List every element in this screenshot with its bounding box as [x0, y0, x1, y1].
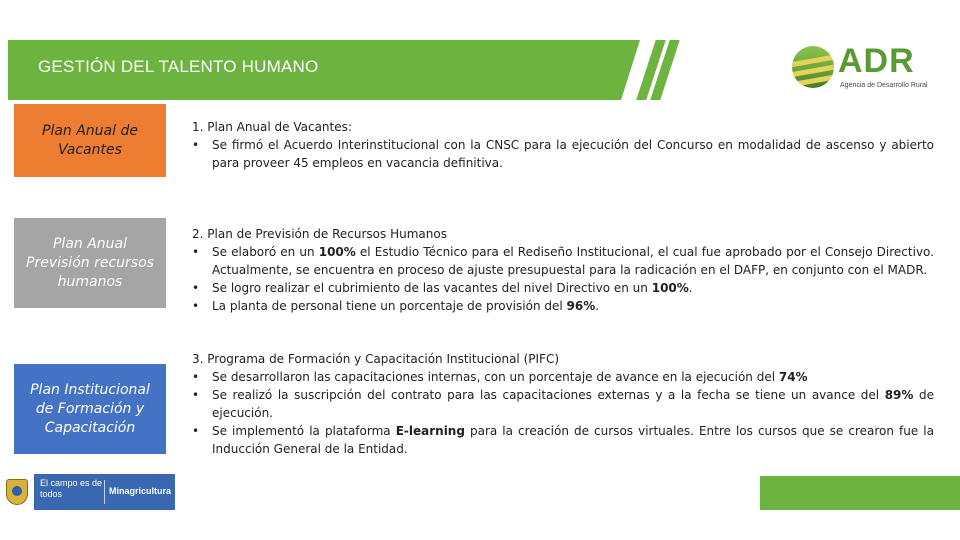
section-formacion — [192, 350, 934, 458]
page-title: GESTIÓN DEL TALENTO HUMANO — [38, 57, 319, 76]
list-item: • La planta de personal tiene un porcentaje de provisión del 96%. — [192, 297, 934, 315]
coat-of-arms-icon — [6, 479, 28, 505]
divider — [104, 480, 105, 504]
campo-slogan: El campo es de todos — [40, 478, 103, 499]
label-plan-vacantes: Plan Anual de Vacantes — [14, 104, 166, 177]
logo-text: ADR — [838, 42, 915, 80]
section-heading: 2. Plan de Previsión de Recursos Humanos — [192, 227, 447, 241]
section-vacantes — [192, 118, 934, 172]
section-prevision — [192, 225, 934, 315]
list-item: • Se elaboró en un 100% el Estudio Técnico para el Rediseño Institucional, el cual fue aprobado por el Consejo Directivo. Actualmente, se encuentra en proceso de ajuste presupuestal para la radicación en el DAFP, en conjunto con el MADR. — [192, 243, 934, 279]
footer-green-bar — [760, 476, 960, 510]
ministry-name: Minagricultura — [109, 486, 172, 496]
adr-logo — [788, 40, 938, 96]
section-heading: 1. Plan Anual de Vacantes: — [192, 120, 352, 134]
list-item: • Se logro realizar el cubrimiento de las vacantes del nivel Directivo en un 100%. — [192, 279, 934, 297]
list-item: • Se implementó la plataforma E-learning para la creación de cursos virtuales. Entre los cursos que se crearon fue la Inducción General de la Entidad. — [192, 422, 934, 458]
label-plan-prevision: Plan Anual Previsión recursos humanos — [14, 218, 166, 308]
logo-subtitle: Agencia de Desarrollo Rural — [840, 82, 928, 89]
field-globe-icon — [792, 46, 834, 88]
list-item: • Se realizó la suscripción del contrato para las capacitaciones externas y a la fecha se tiene un avance del 89% de ejecución. — [192, 386, 934, 422]
ministry-logo — [0, 474, 175, 510]
list-item: • Se desarrollaron las capacitaciones internas, con un porcentaje de avance en la ejecución del 74% — [192, 368, 934, 386]
list-item: • Se firmó el Acuerdo Interinstitucional con la CNSC para la ejecución del Concurso en modalidad de ascenso y abierto para proveer 45 empleos en vacancia definitiva. — [192, 136, 934, 172]
section-heading: 3. Programa de Formación y Capacitación Institucional (PIFC) — [192, 352, 560, 366]
label-plan-formacion: Plan Institucional de Formación y Capacitación — [14, 364, 166, 454]
